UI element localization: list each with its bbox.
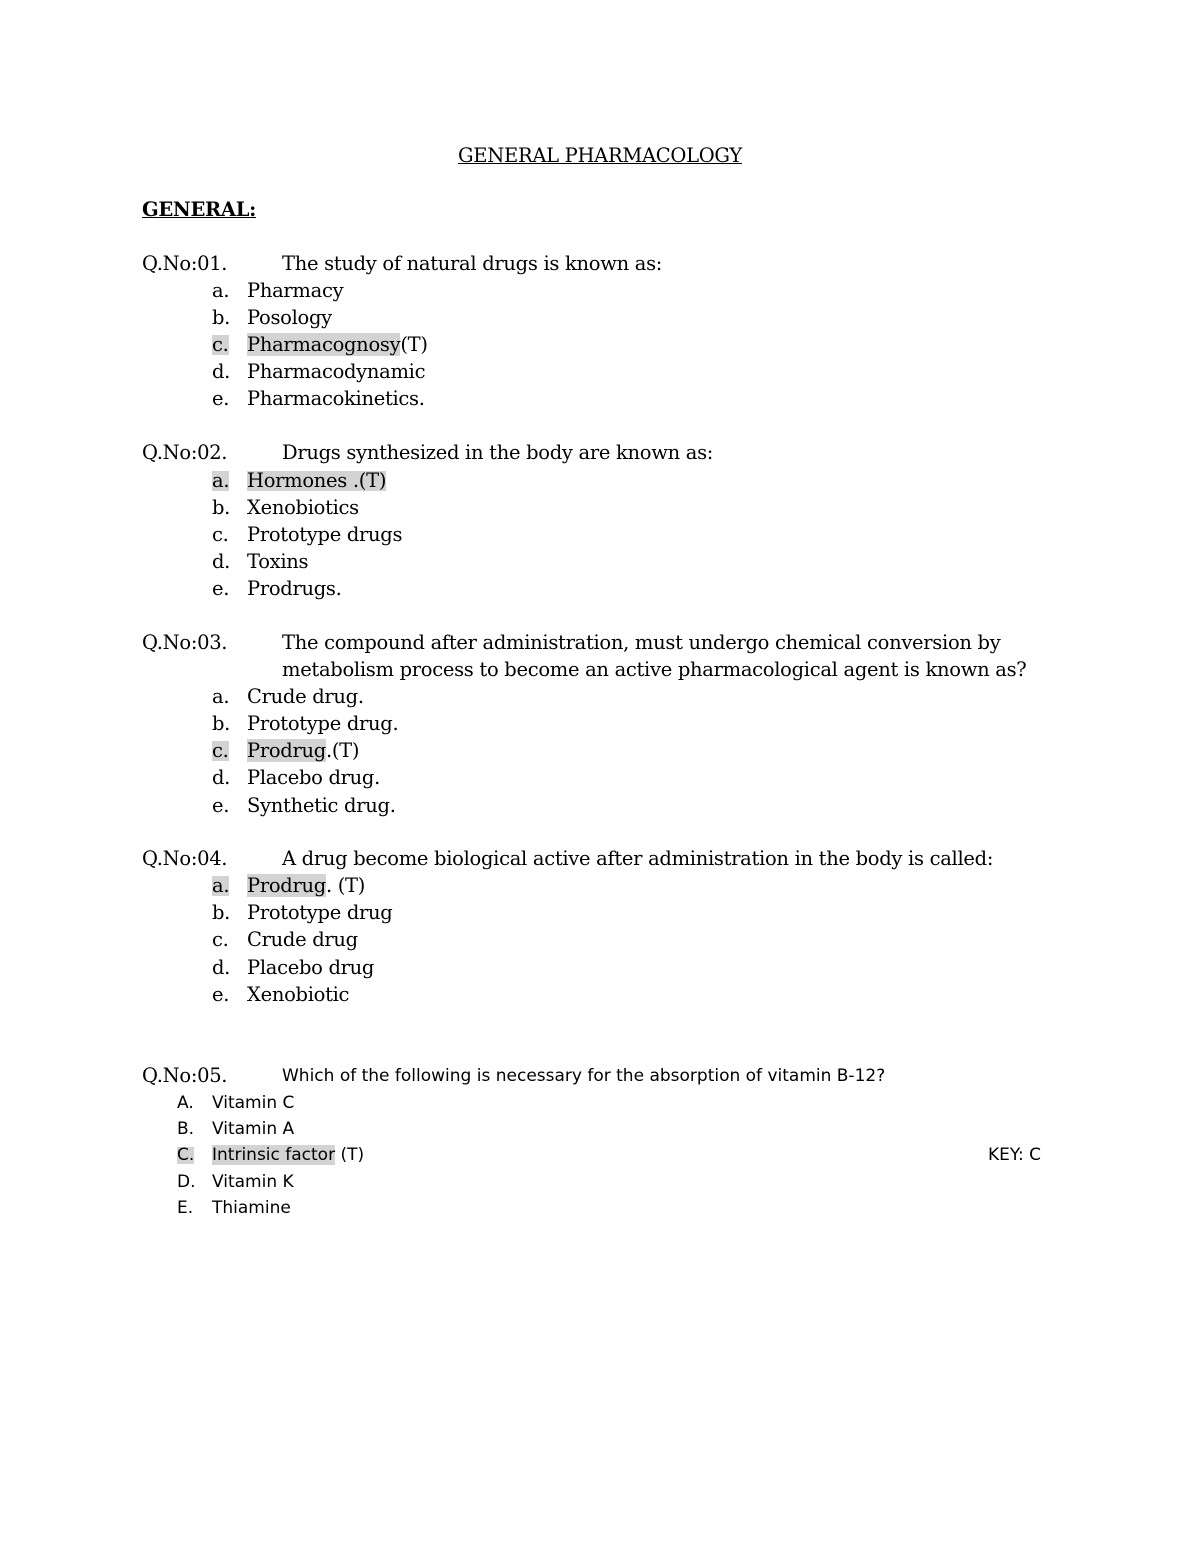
option-text: Prototype drug xyxy=(247,901,393,924)
option-marker-highlighted: a. xyxy=(212,874,230,897)
option-marker: d. xyxy=(212,956,231,979)
option-text: Pharmacy xyxy=(247,279,344,302)
question-text-line-1: The compound after administration, must undergo chemical conversion by xyxy=(282,631,1001,654)
option-marker: b. xyxy=(212,901,231,924)
option-text: Synthetic drug. xyxy=(247,794,396,817)
option-text: Vitamin A xyxy=(212,1119,295,1139)
option-marker: e. xyxy=(212,577,230,600)
option-marker: D. xyxy=(177,1172,196,1192)
option-text: Prototype drugs xyxy=(247,523,403,546)
option-text: Xenobiotics xyxy=(247,496,359,519)
option-marker: d. xyxy=(212,550,231,573)
question-text-line-2: metabolism process to become an active pharmacological agent is known as? xyxy=(282,658,1027,681)
question-number: Q.No:04. xyxy=(142,847,228,870)
answer-key-label: KEY: xyxy=(988,1145,1030,1165)
option-text: Placebo drug. xyxy=(247,766,381,789)
question-text: Drugs synthesized in the body are known as: xyxy=(282,441,714,464)
option-text: Thiamine xyxy=(212,1198,291,1218)
answer-key-value: C xyxy=(1029,1145,1042,1165)
option-answer xyxy=(247,335,428,355)
option-marker: e. xyxy=(212,387,230,410)
option-marker: e. xyxy=(212,794,230,817)
option-text: Prodrugs. xyxy=(247,577,342,600)
option-answer xyxy=(212,1147,364,1164)
answer-highlight: Intrinsic factor xyxy=(212,1145,336,1165)
option-marker: A. xyxy=(177,1093,194,1113)
option-text: Crude drug xyxy=(247,928,358,951)
option-marker: b. xyxy=(212,306,231,329)
option-marker-highlighted: a. xyxy=(212,469,230,492)
question-number: Q.No:01. xyxy=(142,252,228,275)
answer-highlight: Pharmacognosy xyxy=(247,333,401,356)
option-text: Vitamin C xyxy=(212,1093,295,1113)
answer-highlight: Prodrug xyxy=(247,739,326,762)
answer-tag: (T) xyxy=(335,1145,365,1165)
option-answer xyxy=(247,741,359,761)
option-text: Vitamin K xyxy=(212,1172,294,1192)
option-marker: d. xyxy=(212,766,231,789)
question-number: Q.No:02. xyxy=(142,441,228,464)
option-marker-highlighted: c. xyxy=(212,333,229,356)
option-text: Xenobiotic xyxy=(247,983,350,1006)
option-text: Posology xyxy=(247,306,332,329)
option-marker: E. xyxy=(177,1198,194,1218)
question-text: The study of natural drugs is known as: xyxy=(282,252,663,275)
option-text: Prototype drug. xyxy=(247,712,399,735)
answer-tag: . (T) xyxy=(325,874,366,897)
question-number: Q.No:05. xyxy=(142,1064,228,1087)
answer-key xyxy=(988,1147,1041,1164)
option-text: Pharmacodynamic xyxy=(247,360,426,383)
answer-tag: (T) xyxy=(400,333,428,356)
option-marker: b. xyxy=(212,496,231,519)
answer-highlight: Prodrug xyxy=(247,874,326,897)
section-heading: GENERAL: xyxy=(142,198,257,221)
option-text: Crude drug. xyxy=(247,685,364,708)
option-marker: e. xyxy=(212,983,230,1006)
option-marker-highlighted: C. xyxy=(177,1145,195,1165)
question-text: Which of the following is necessary for the absorption of vitamin B-12? xyxy=(282,1066,886,1086)
option-marker: c. xyxy=(212,523,229,546)
option-marker: a. xyxy=(212,685,230,708)
option-text: Toxins xyxy=(247,550,309,573)
option-answer xyxy=(247,876,365,896)
answer-tag: .(T) xyxy=(325,739,360,762)
option-marker: c. xyxy=(212,928,229,951)
option-marker-highlighted: c. xyxy=(212,739,229,762)
option-answer: Hormones .(T) xyxy=(247,469,387,492)
option-marker: b. xyxy=(212,712,231,735)
option-text: Pharmacokinetics. xyxy=(247,387,425,410)
question-text: A drug become biological active after administration in the body is called: xyxy=(282,847,994,870)
option-text: Placebo drug xyxy=(247,956,375,979)
option-marker: a. xyxy=(212,279,230,302)
option-marker: d. xyxy=(212,360,231,383)
option-marker: B. xyxy=(177,1119,195,1139)
document-title: GENERAL PHARMACOLOGY xyxy=(458,144,742,167)
question-number: Q.No:03. xyxy=(142,631,228,654)
